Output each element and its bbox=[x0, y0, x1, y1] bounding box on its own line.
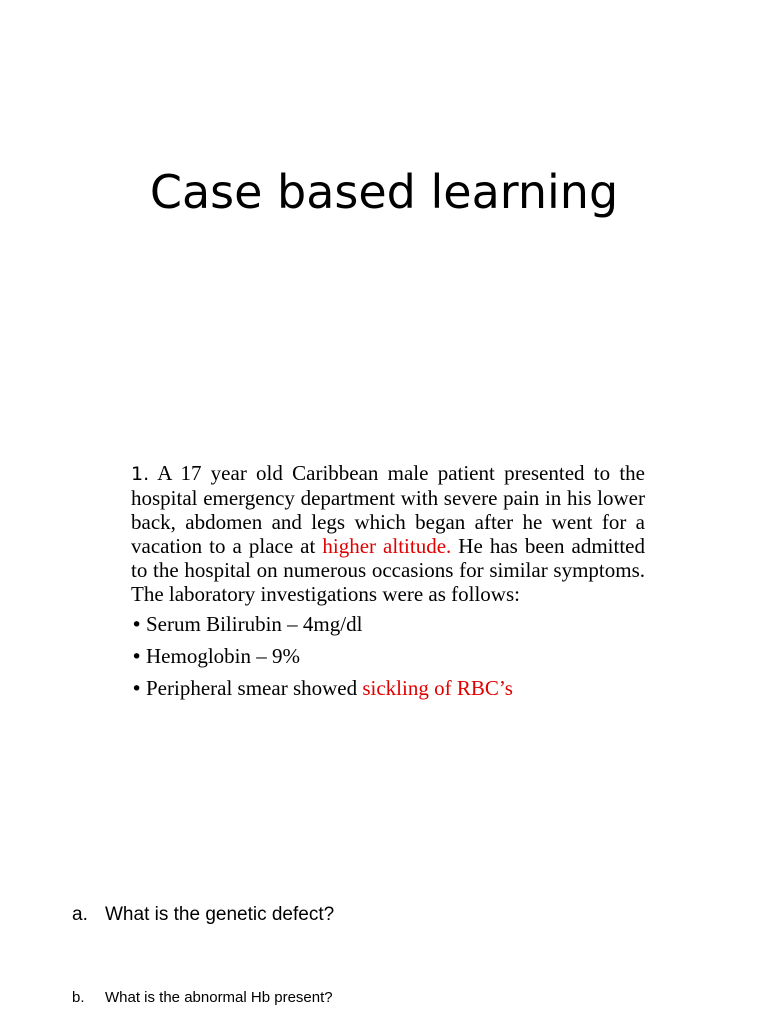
case-text-after: He has been admitted to the hospital on numerous occasions for similar symptoms. The laboratory investigations were as follows: bbox=[131, 534, 645, 606]
question-text: What is the genetic defect? bbox=[105, 904, 335, 925]
list-item bbox=[131, 676, 645, 708]
page-title: Case based learning bbox=[149, 165, 619, 219]
question-marker: b. bbox=[72, 989, 85, 1006]
bullet-icon: • bbox=[131, 646, 143, 668]
case-number: 1. bbox=[131, 463, 150, 485]
list-item bbox=[131, 612, 645, 644]
highlight-sickling: sickling of RBC’s bbox=[362, 676, 513, 700]
case-description bbox=[131, 461, 645, 708]
lab-result-bilirubin: Serum Bilirubin – 4mg/dl bbox=[146, 612, 363, 636]
highlight-altitude: higher altitude. bbox=[322, 534, 452, 558]
question-marker: a. bbox=[72, 904, 88, 925]
bullet-icon: • bbox=[131, 678, 143, 700]
question-a bbox=[72, 902, 334, 928]
case-paragraph bbox=[131, 461, 645, 606]
case-text-before: A 17 year old Caribbean male patient presented to the hospital emergency department with severe pain in his lower back, abdomen and legs which began after he went for a vacation to a place at bbox=[131, 461, 645, 558]
lab-result-hemoglobin: Hemoglobin – 9% bbox=[146, 644, 300, 668]
lab-result-smear bbox=[146, 676, 513, 700]
list-item bbox=[131, 644, 645, 676]
lab-results-list bbox=[131, 612, 645, 708]
bullet-icon: • bbox=[131, 614, 143, 636]
lab-result-smear-text: Peripheral smear showed bbox=[146, 676, 363, 700]
question-text: What is the abnormal Hb present? bbox=[105, 989, 333, 1006]
question-b bbox=[72, 988, 333, 1008]
